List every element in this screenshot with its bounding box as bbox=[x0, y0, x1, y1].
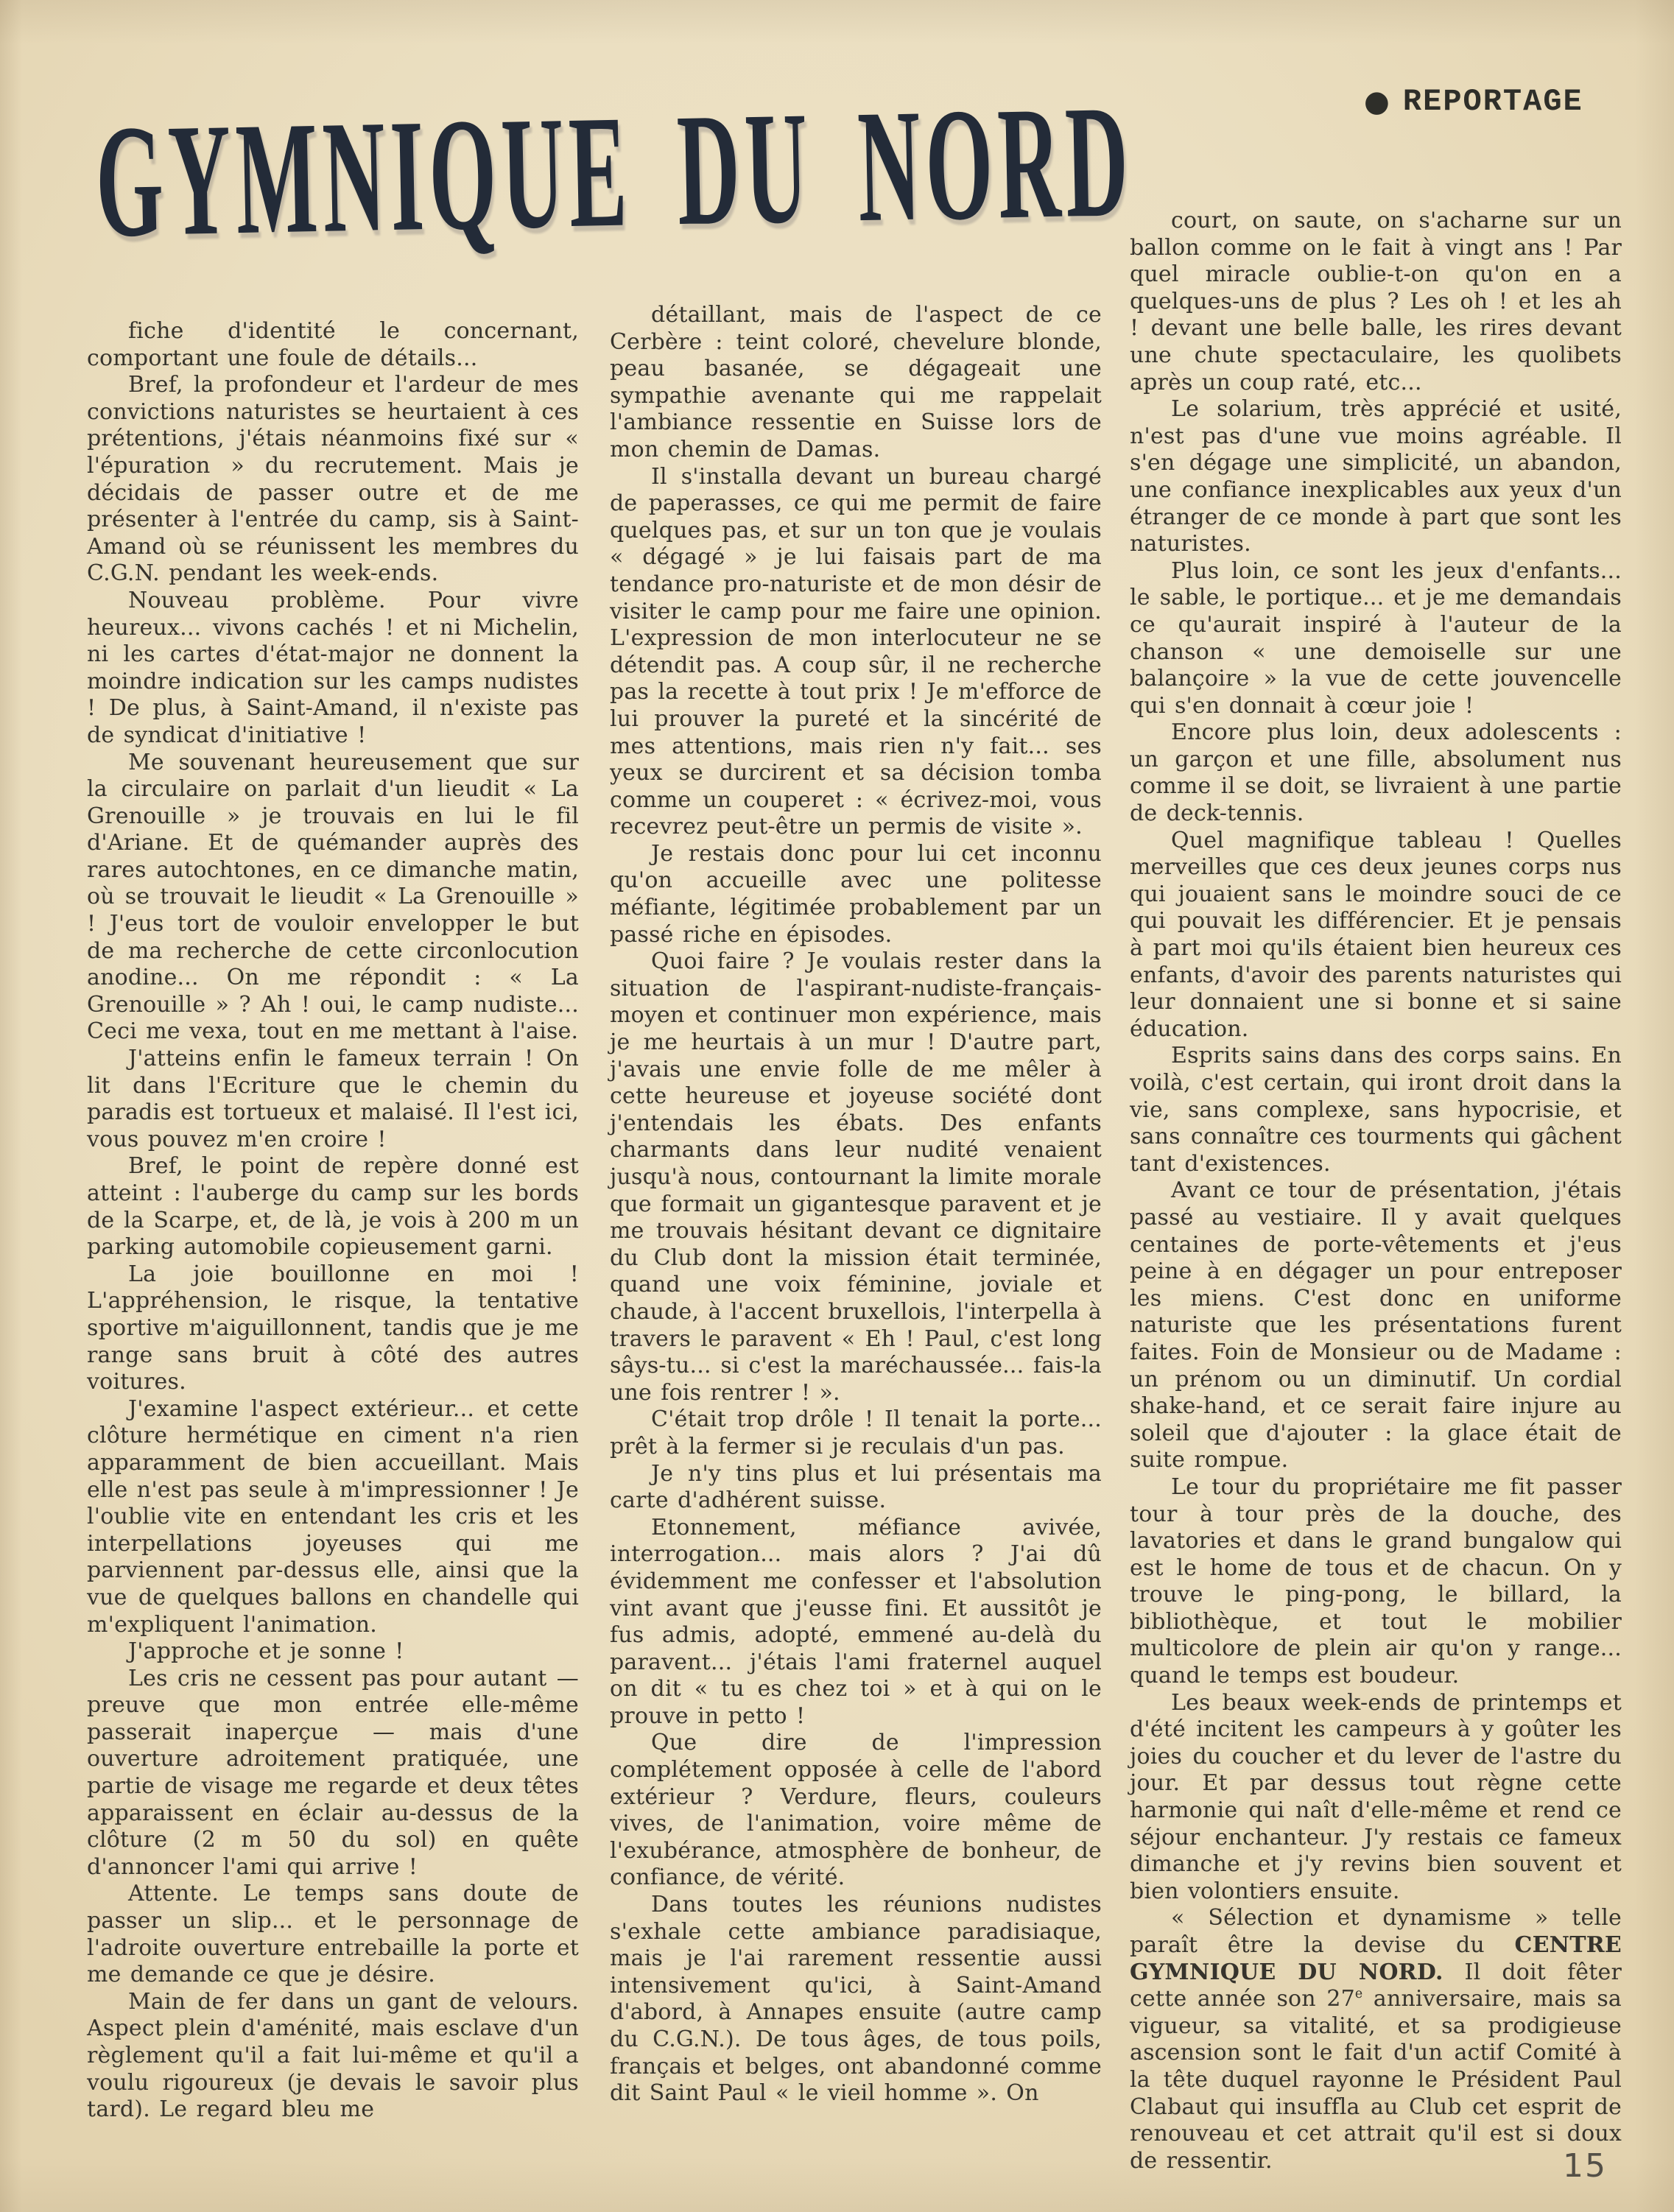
kicker bbox=[1364, 84, 1583, 119]
paragraph: fiche d'identité le concernant, comportant une foule de détails... bbox=[87, 318, 579, 371]
paragraph: Le tour du propriétaire me fit passer tour à tour près de la douche, des lavatories et dans le grand bungalow qui est le home de tous et de chacun. On y trouve le ping-pong, le billard, la bibliothèque, et tout le mobilier multicolore de plein air qu'on y range... quand le temps est boudeur. bbox=[1130, 1473, 1622, 1689]
page-number: 15 bbox=[1563, 2147, 1607, 2185]
paragraph: C'était trop drôle ! Il tenait la porte... prêt à la fermer si je reculais d'un pas. bbox=[610, 1406, 1102, 1459]
paragraph: Les cris ne cessent pas pour autant — preuve que mon entrée elle-même passerait inaperçue — mais d'une ouverture adroitement pratiquée, une partie de visage me regarde et deux têtes apparaissent en éclair au-dessus de la clôture (2 m 50 du sol) en quête d'annoncer l'ami qui arrive ! bbox=[87, 1665, 579, 1880]
paragraph: Plus loin, ce sont les jeux d'enfants... le sable, le portique... et je me demandais ce qu'aurait inspiré à l'auteur de la chanson « une demoiselle sur une balançoire » la vue de cette jouvencelle qui s'en donnait à cœur joie ! bbox=[1130, 557, 1622, 719]
paragraph: Encore plus loin, deux adolescents : un garçon et une fille, absolument nus comme il se doit, se livraient à une partie de deck-tennis. bbox=[1130, 719, 1622, 827]
paragraph: Je n'y tins plus et lui présentais ma carte d'adhérent suisse. bbox=[610, 1460, 1102, 1514]
paragraph: « Sélection et dynamisme » telle paraît être la devise du CENTRE GYMNIQUE DU NORD. Il doit fêter cette année son 27e anniversaire, mais sa vigueur, sa vitalité, et sa prodigieuse ascension sont le fait d'un actif Comité à la tête duquel rayonne le Président Paul Clabaut qui insuffla au Club cet esprit de renouveau et cet attrait qu'il est si doux de ressentir. bbox=[1130, 1905, 1622, 2174]
paragraph: Quoi faire ? Je voulais rester dans la situation de l'aspirant-nudiste-français-moyen et continuer mon expérience, mais je me heurtais à un mur ! D'autre part, j'avais une envie folle de me mêler à cette heureuse et joyeuse société dont j'entendais les ébats. Des enfants charmants dans leur nudité venaient jusqu'à nous, contournant la limite morale que formait un gigantesque paravent et je me trouvais hésitant devant ce dignitaire du Club dont la mission était terminée, quand une voix féminine, joviale et chaude, à l'accent bruxellois, l'interpella à travers le paravent « Eh ! Paul, c'est long sâys-tu... si c'est la maréchaussée... fais-la une fois rentrer ! ». bbox=[610, 948, 1102, 1406]
paragraph: Bref, la profondeur et l'ardeur de mes convictions naturistes se heurtaient à ces prétentions, j'étais néanmoins fixé sur « l'épuration » du recrutement. Mais je décidais de passer outre et de me présenter à l'entrée du camp, sis à Saint-Amand où se réunissent les membres du C.G.N. pendant les week-ends. bbox=[87, 372, 579, 587]
paragraph: Avant ce tour de présentation, j'étais passé au vestiaire. Il y avait quelques centaines de porte-vêtements et j'eus peine à en dégager un pour entreposer les miens. C'est donc en uniforme naturiste que les présentations furent faites. Foin de Monsieur ou de Madame : un prénom ou un diminutif. Un cordial shake-hand, et ce serait faire injure au soleil que d'ajouter : la glace était de suite rompue. bbox=[1130, 1177, 1622, 1473]
paragraph: J'atteins enfin le fameux terrain ! On lit dans l'Ecriture que le chemin du paradis est tortueux et malaisé. Il l'est ici, vous pouvez m'en croire ! bbox=[87, 1046, 579, 1152]
article-column-1 bbox=[87, 318, 579, 2124]
article-column-2 bbox=[610, 302, 1102, 2107]
article-column-3 bbox=[1130, 208, 1622, 2174]
paragraph: Le solarium, très apprécié et usité, n'est pas d'une vue moins agréable. Il s'en dégage une simplicité, un abandon, une confiance inexplicables aux yeux d'un étranger de ce monde à part que sont les naturistes. bbox=[1130, 396, 1622, 557]
paragraph: Dans toutes les réunions nudistes s'exhale cette ambiance paradisiaque, mais je l'ai rarement ressentie aussi intensivement qu'ici, à Saint-Amand d'abord, à Annapes ensuite (autre camp du C.G.N.). De tous âges, de tous poils, français et belges, ont abandonné comme dit Saint Paul « le vieil homme ». On bbox=[610, 1892, 1102, 2107]
paragraph: La joie bouillonne en moi ! L'appréhension, le risque, la tentative sportive m'aiguillonnent, tandis que je me range sans bruit à côté des autres voitures. bbox=[87, 1261, 579, 1395]
paragraph: Je restais donc pour lui cet inconnu qu'on accueille avec une politesse méfiante, légitimée probablement par un passé riche en épisodes. bbox=[610, 840, 1102, 948]
paragraph: J'examine l'aspect extérieur... et cette clôture hermétique en ciment n'a rien apparamment de bien accueillant. Mais elle n'est pas seule à m'impressionner ! Je l'oublie vite en entendant les cris et les interpellations joyeuses qui me parviennent par-dessus elle, ainsi que la vue de quelques ballons en chandelle qui m'expliquent l'animation. bbox=[87, 1395, 579, 1638]
page-title: GYMNIQUE DU NORD bbox=[94, 71, 1135, 271]
paragraph: J'approche et je sonne ! bbox=[128, 1638, 404, 1665]
paragraph: détaillant, mais de l'aspect de ce Cerbère : teint coloré, chevelure blonde, peau basanée, se dégageait une sympathie avenante qui me rappelait l'ambiance ressentie en Suisse lors de mon chemin de Damas. bbox=[610, 302, 1102, 462]
paragraph: Il s'installa devant un bureau chargé de paperasses, ce qui me permit de faire quelques pas, et sur un ton que je voulais « dégagé » je lui faisais part de ma tendance pro-naturiste et de mon désir de visiter le camp pour me faire une opinion. L'expression de mon interlocuteur ne se détendit pas. A coup sûr, il ne recherche pas la recette à tout prix ! Je m'efforce de lui prouver la pureté et la sincérité de mes attentions, mais rien n'y fait... ses yeux se durcirent et sa décision tomba comme un couperet : « écrivez-moi, vous recevrez peut-être un permis de visite ». bbox=[610, 463, 1102, 840]
paragraph: Main de fer dans un gant de velours. Aspect plein d'aménité, mais esclave d'un règlement qu'il a fait lui-même et qu'il a voulu rigoureux (je devais le savoir plus tard). Le regard bleu me bbox=[87, 1988, 579, 2123]
paragraph: Quel magnifique tableau ! Quelles merveilles que ces deux jeunes corps nus qui jouaient sans le moindre souci de ce qui pouvait les différencier. Et je pensais à part moi qu'ils étaient bien heureux ces enfants, d'avoir des parents naturistes qui leur donnaient une si bonne et si saine éducation. bbox=[1130, 827, 1622, 1042]
paragraph: Me souvenant heureusement que sur la circulaire on parlait d'un lieudit « La Grenouille » je trouvais en lui le fil d'Ariane. Et de quémander auprès des rares autochtones, en ce dimanche matin, où se trouvait le lieudit « La Grenouille » ! J'eus tort de vouloir envelopper le but de ma recherche de cette circonlocution anodine... On me répondit : « La Grenouille » ? Ah ! oui, le camp nudiste... Ceci me vexa, tout en me mettant à l'aise. bbox=[87, 749, 579, 1045]
bullet-icon: ● bbox=[1364, 85, 1391, 119]
paragraph: Bref, le point de repère donné est atteint : l'auberge du camp sur les bords de la Scarpe, et, de là, je vois à 200 m un parking automobile copieusement garni. bbox=[87, 1153, 579, 1261]
paragraph: Que dire de l'impression complétement opposée à celle de l'abord extérieur ? Verdure, fleurs, couleurs vives, de l'animation, voire même de l'exubérance, atmosphère de bonheur, de confiance, de vérité. bbox=[610, 1730, 1102, 1891]
paragraph: Les beaux week-ends de printemps et d'été incitent les campeurs à y goûter les joies du coucher et du lever de l'astre du jour. Et par dessus tout règne cette harmonie qui naît d'elle-même et rend ce séjour enchanteur. J'y restais ce fameux dimanche et j'y revins bien souvent et bien volontiers ensuite. bbox=[1130, 1689, 1622, 1904]
paragraph: court, on saute, on s'acharne sur un ballon comme on le fait à vingt ans ! Par quel miracle oublie-t-on qu'on en a quelques-uns de plus ? Les oh ! et les ah ! devant une belle balle, les rires devant une chute spectaculaire, les quolibets après un coup raté, etc... bbox=[1130, 208, 1622, 395]
paragraph: Etonnement, méfiance avivée, interrogation... mais alors ? J'ai dû évidemment me confesser et l'absolution vint avant que j'eusse fini. Et aussitôt je fus admis, adopté, emmené au-delà du paravent... j'étais l'ami fraternel auquel on dit « tu es chez toi » et à qui on le prouve in petto ! bbox=[610, 1514, 1102, 1729]
paragraph: Nouveau problème. Pour vivre heureux... vivons cachés ! et ni Michelin, ni les cartes d'état-major ne donnent la moindre indication sur les camps nudistes ! De plus, à Saint-Amand, il n'existe pas de syndicat d'initiative ! bbox=[87, 587, 579, 748]
kicker-label: REPORTAGE bbox=[1402, 84, 1583, 119]
paragraph: Esprits sains dans des corps sains. En voilà, c'est certain, qui iront droit dans la vie, sans complexe, sans hypocrisie, et sans connaître ces tourments qui gâchent tant d'existences. bbox=[1130, 1043, 1622, 1177]
paragraph: Attente. Le temps sans doute de passer un slip... et le personnage de l'adroite ouverture entrebaille la porte et me demande ce que je désire. bbox=[87, 1881, 579, 1988]
